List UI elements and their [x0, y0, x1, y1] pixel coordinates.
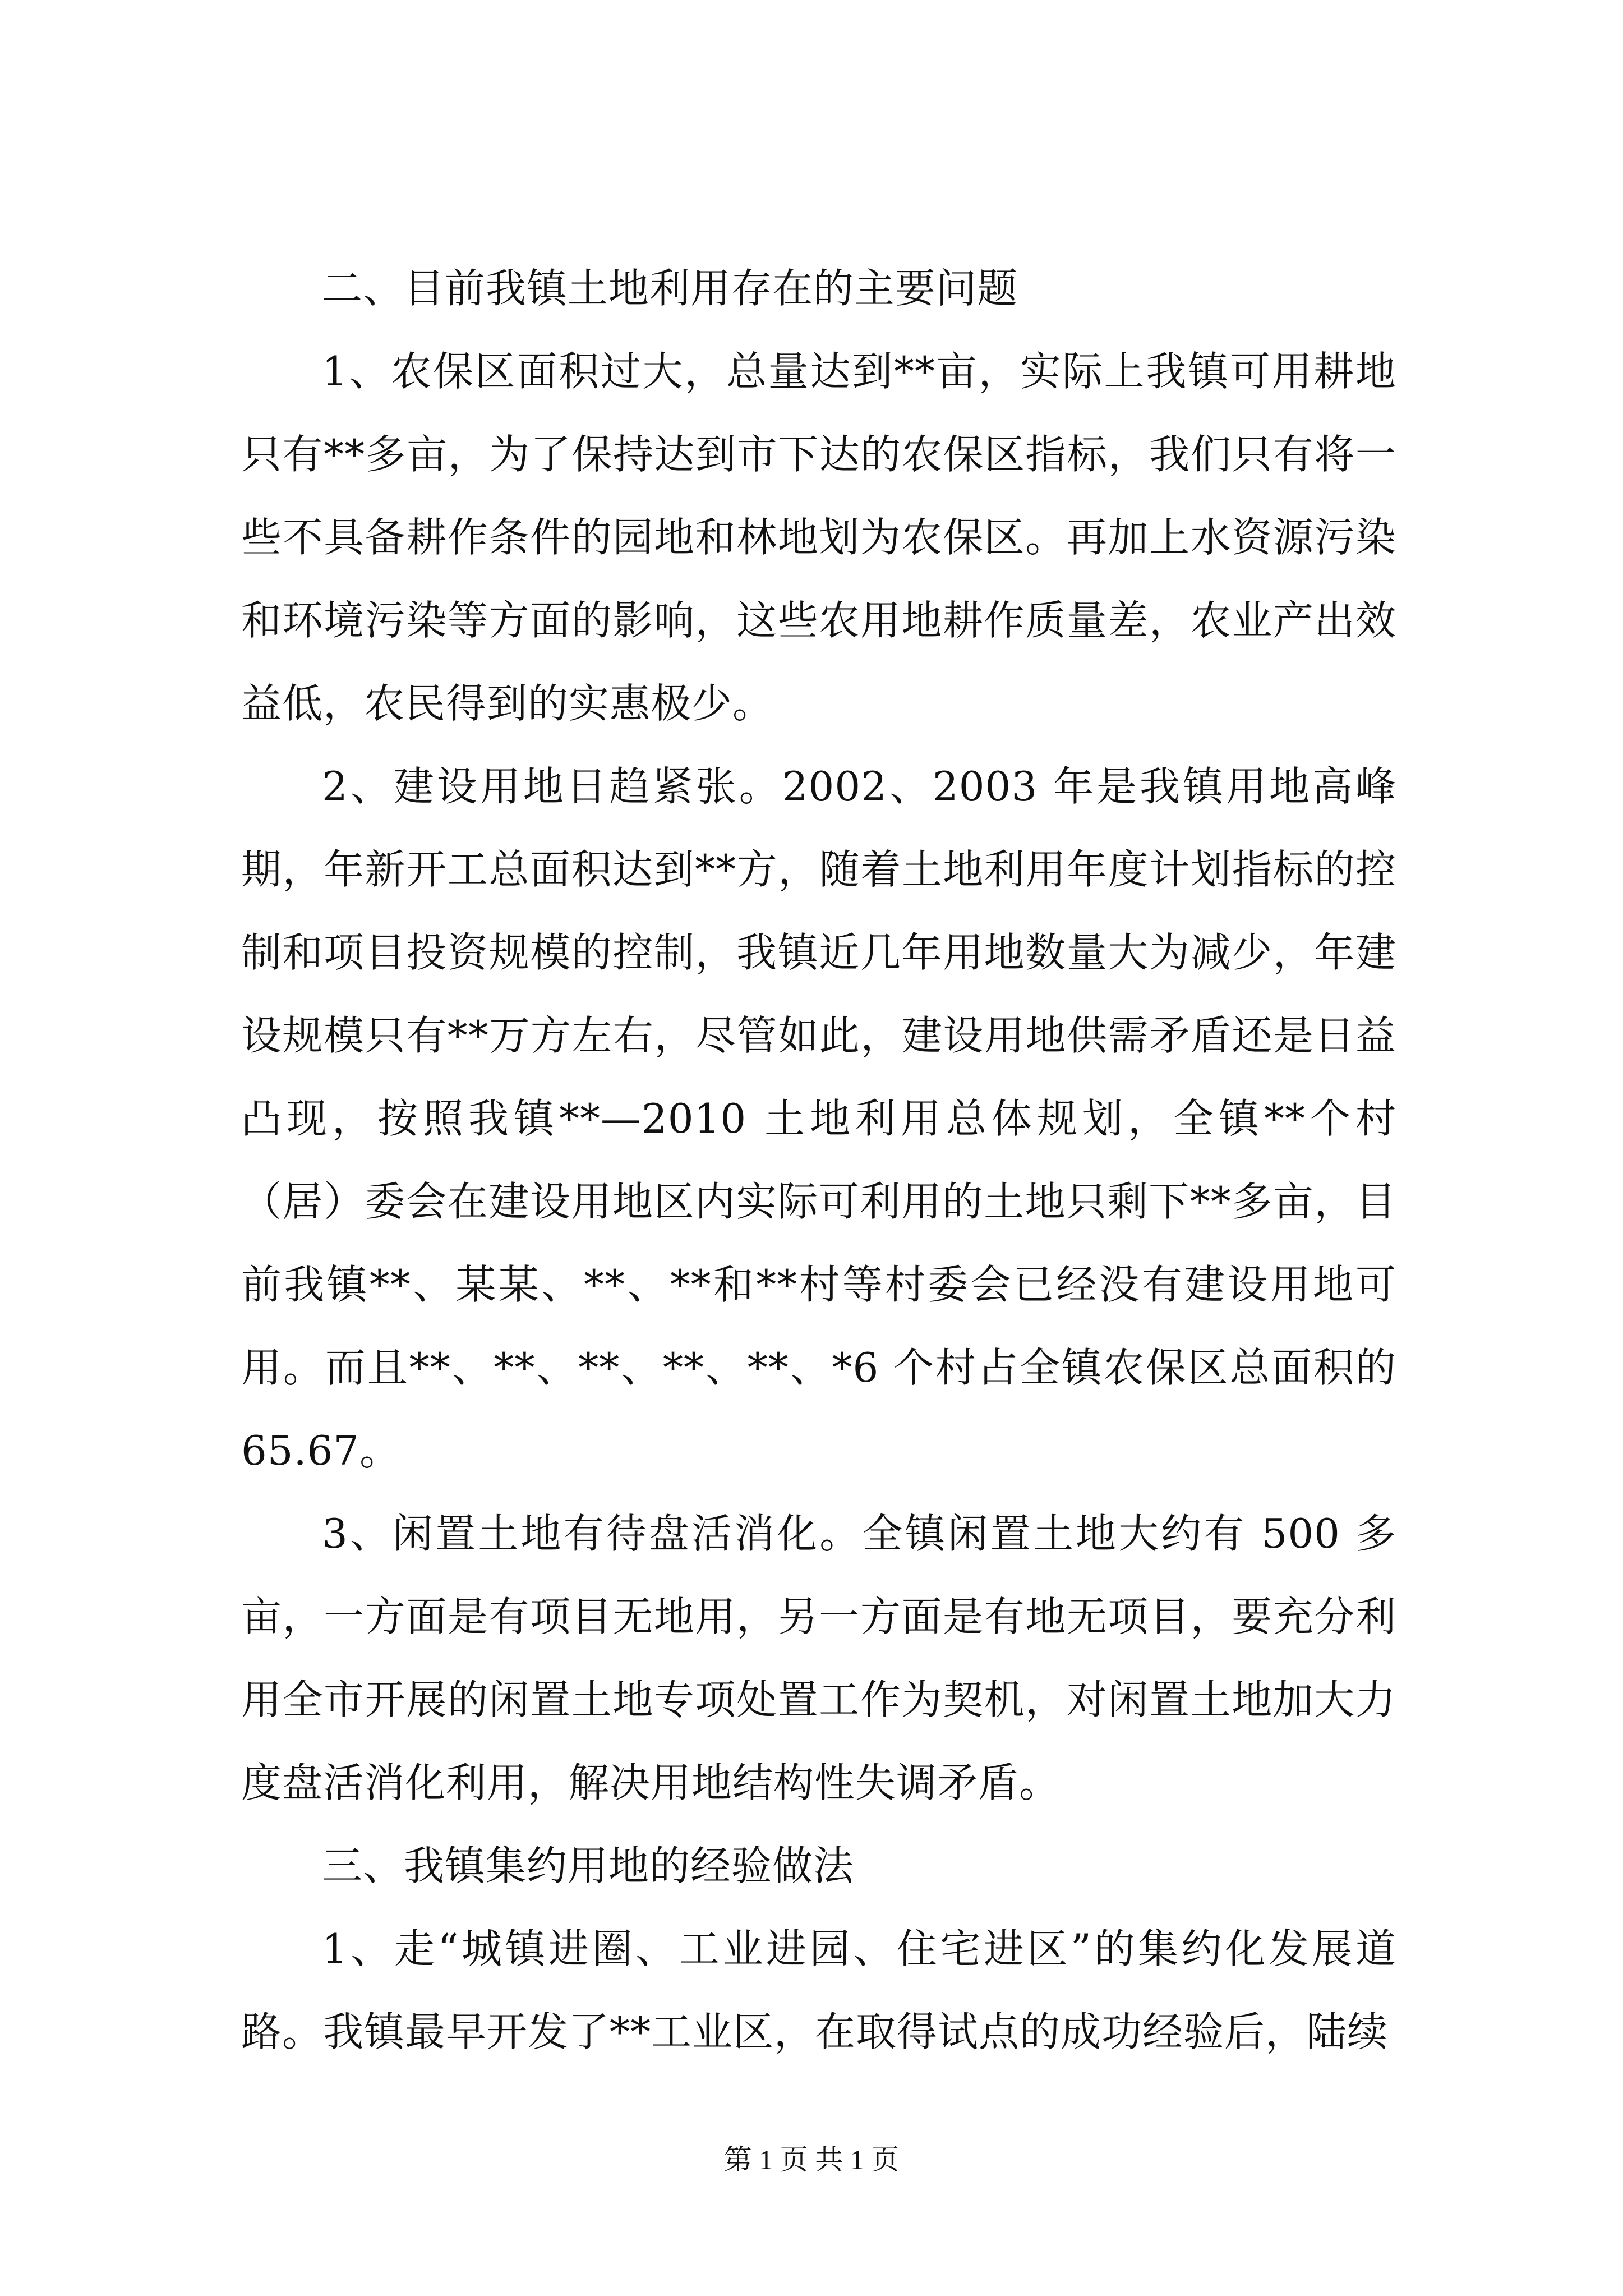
paragraph-farmland-area: 1、农保区面积过大，总量达到**亩，实际上我镇可用耕地只有**多亩，为了保持达到市下达的农保区指标，我们只有将一些不具备耕作条件的园地和林地划为农保区。再加上水资源污染和环境污染等方面的影响，这些农用地耕作质量差，农业产出效益低，农民得到的实惠极少。: [241, 348, 1396, 727]
paragraph-intensive-development: 1、走“城镇进圈、工业进园、住宅进区”的集约化发展道路。我镇最早开发了**工业区，在取得试点的成功经验后，陆续: [241, 1925, 1396, 2055]
section-heading-experience: 三、我镇集约用地的经验做法: [322, 1842, 855, 1889]
paragraph-idle-land: 3、闲置土地有待盘活消化。全镇闲置土地大约有 500 多亩，一方面是有项目无地用，另一方面是有地无项目，要充分利用全市开展的闲置土地专项处置工作为契机，对闲置土地加大力度盘活消化利用，解决用地结构性失调矛盾。: [241, 1510, 1396, 1806]
page-footer: 第 1 页 共 1 页: [723, 2144, 900, 2175]
section-heading-problems: 二、目前我镇土地利用存在的主要问题: [322, 265, 1018, 312]
paragraph-construction-land: 2、建设用地日趋紧张。2002、2003 年是我镇用地高峰期，年新开工总面积达到**方，随着土地利用年度计划指标的控制和项目投资规模的控制，我镇近几年用地数量大为减少，年建设规模只有**万方左右，尽管如此，建设用地供需矛盾还是日益凸现，按照我镇**—2010 土地利用总体规划，全镇**个村（居）委会在建设用地区内实际可利用的土地只剩下**多亩，目前我镇**、某某、**、**和**村等村委会已经没有建设用地可用。而且**、**、**、**、**、*6 个村占全镇农保区总面积的 65.67。: [241, 763, 1396, 1474]
document-body: [241, 247, 1396, 2073]
